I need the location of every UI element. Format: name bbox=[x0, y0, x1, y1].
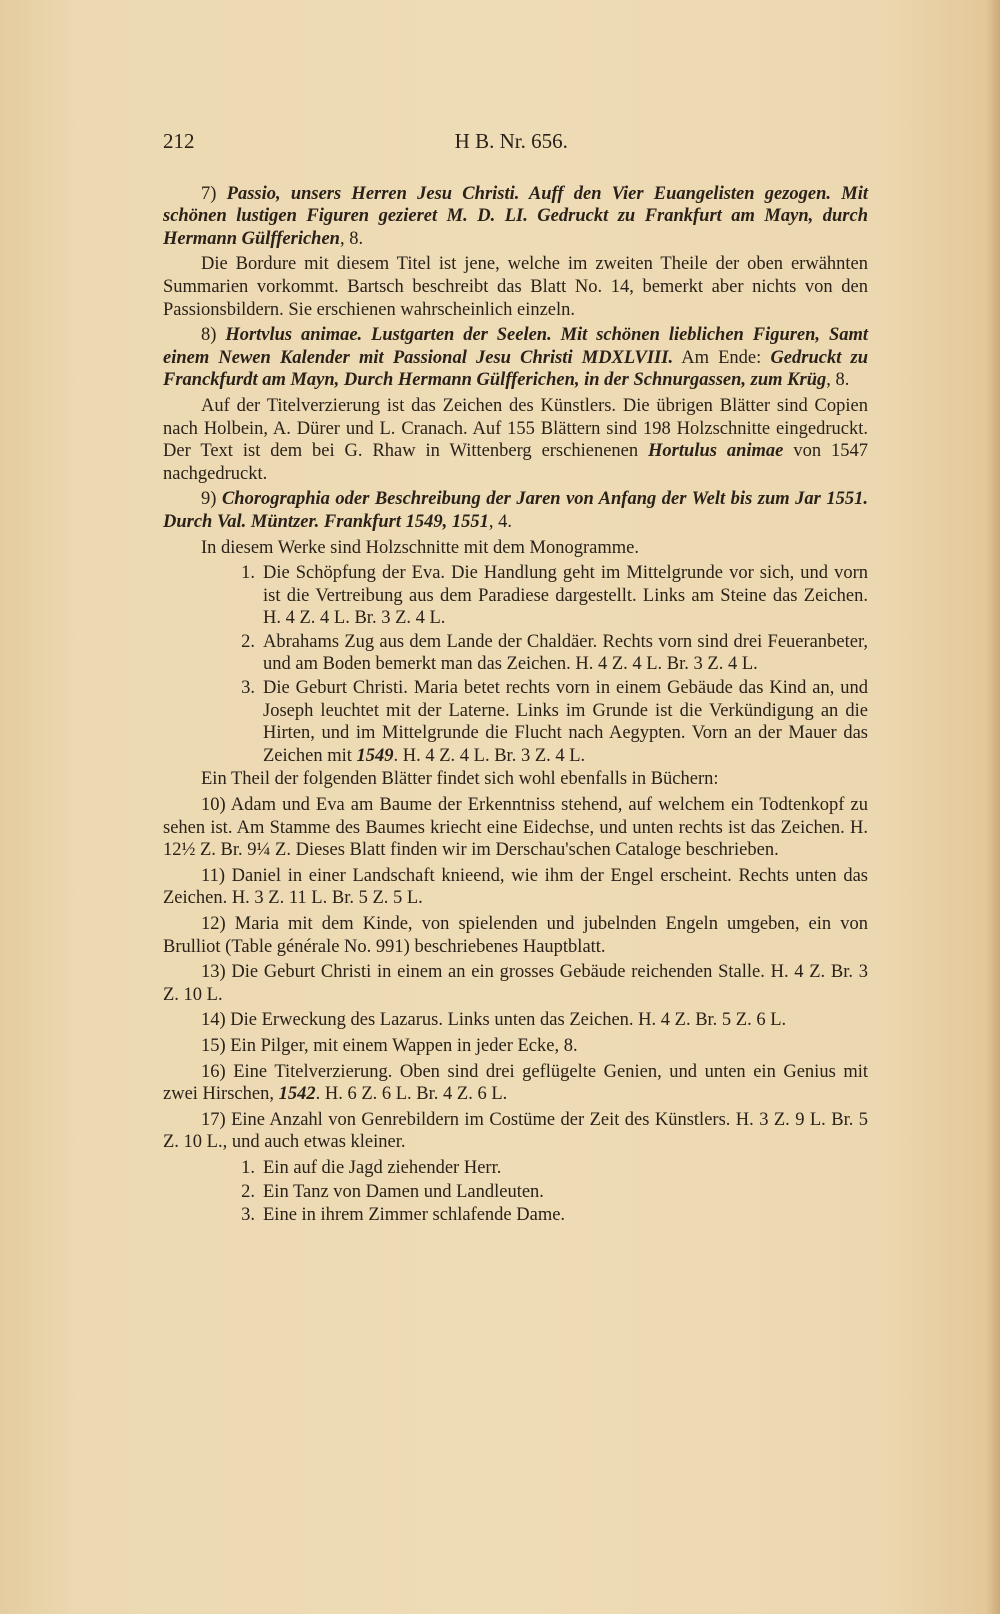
entry-15: 15) Ein Pilger, mit einem Wappen in jeder Ecke, 8. bbox=[201, 1035, 578, 1056]
page-edge-shadow bbox=[986, 0, 1000, 1614]
entry-text: 16) Eine Titelverzierung. Oben sind drei geflügelte Genien, und unten ein Genius mit zwei Hirschen, bbox=[163, 1061, 868, 1105]
list-number: 1. bbox=[241, 1157, 255, 1178]
list-item bbox=[163, 1181, 868, 1204]
list-item bbox=[163, 631, 868, 676]
entry-colophon: Gedruckt zu Franckfurdt am Mayn, Durch Hermann Gülfferichen, in der Schnurgassen, zum Krüg bbox=[163, 347, 868, 391]
note-text: Auf der Titelverzierung ist das Zeichen des Künstlers. Die übrigen Blätter sind Copien nach Holbein, A. Dürer und L. Cranach. Auf 155 Blättern sind 198 Holzschnitte eingedruckt. Der Text ist dem bei G. Rhaw in Wittenberg erschienenen bbox=[163, 395, 868, 462]
running-title: H B. Nr. 656. bbox=[454, 129, 568, 153]
entry-17: 17) Eine Anzahl von Genrebildern im Costüme der Zeit des Künstlers. H. 3 Z. 9 L. Br. 5 Z. 10 L., und auch etwas kleiner. bbox=[163, 1109, 868, 1153]
entry-8 bbox=[163, 324, 868, 392]
paragraph: Ein Theil der folgenden Blätter findet sich wohl ebenfalls in Büchern: bbox=[201, 769, 719, 790]
list-number: 1. bbox=[241, 563, 255, 584]
note-title: Hortulus animae bbox=[648, 441, 784, 462]
list-text: Die Geburt Christi. Maria betet rechts vorn in einem Gebäude das Kind an, und Joseph leuchtet mit der Laterne. Links im Grunde ist die Verkündigung an die Hirten, und im Mittelgrunde die Flucht nach Aegypten. Vorn an der Mauer das Zeichen mit bbox=[263, 678, 868, 766]
list-text: Ein auf die Jagd ziehender Herr. bbox=[263, 1157, 502, 1178]
entry-number: 7) bbox=[201, 183, 217, 204]
list-item bbox=[163, 677, 868, 767]
list-text: Ein Tanz von Damen und Landleuten. bbox=[263, 1181, 544, 1202]
entry-text: . H. 6 Z. 6 L. Br. 4 Z. 6 L. bbox=[315, 1084, 508, 1105]
entry-number: 9) bbox=[201, 489, 217, 510]
list-text: . H. 4 Z. 4 L. Br. 3 Z. 4 L. bbox=[393, 745, 586, 766]
woodcut-list bbox=[163, 562, 868, 767]
genre-list bbox=[163, 1157, 868, 1227]
entry-title: Chorographia oder Beschreibung der Jaren von Anfang der Welt bis zum Jar 1551. Durch Val. Müntzer. Frankfurt 1549, 1551 bbox=[163, 489, 868, 532]
entry-title: Passio, unsers Herren Jesu Christi. Auff den Vier Euangelisten gezogen. Mit schönen lustigen Figuren gezieret M. D. LI. Gedruckt zu Frankfurt am Mayn, durch Hermann Gülfferichen bbox=[163, 183, 868, 249]
entry-16 bbox=[163, 1061, 868, 1106]
entry-number: 8) bbox=[201, 325, 217, 346]
list-number: 2. bbox=[241, 1181, 255, 1202]
entry-10: 10) Adam und Eva am Baume der Erkenntniss stehend, auf welchem ein Todtenkopf zu sehen ist. Am Stamme des Baumes kriecht eine Eidechse, und unten rechts ist das Zeichen. H. 12½ Z. Br. 9¼ Z. Dieses Blatt finden wir im Derschau'schen Cataloge beschrieben. bbox=[163, 795, 868, 861]
entry-13: 13) Die Geburt Christi in einem an ein grosses Gebäude reichenden Stalle. H. 4 Z. Br. 3 Z. 10 L. bbox=[163, 962, 868, 1005]
list-date: 1549 bbox=[356, 745, 394, 766]
list-text: Abrahams Zug aus dem Lande der Chaldäer. Rechts vorn sind drei Feueranbeter, und am Boden bemerkt man das Zeichen. H. 4 Z. 4 L. Br. 3 Z. 4 L. bbox=[263, 631, 868, 675]
entry-title: Hortvlus animae. Lustgarten der Seelen. Mit schönen lieblichen Figuren, Samt einem Newen Kalender mit Passional Jesu Christi MDXLVIII. bbox=[163, 325, 869, 368]
entry-date: 1542 bbox=[278, 1084, 316, 1105]
page-header bbox=[163, 130, 868, 153]
page-number: 212 bbox=[163, 129, 195, 153]
entry-11: 11) Daniel in einer Landschaft knieend, wie ihm der Engel erscheint. Rechts unten das Zeichen. H. 3 Z. 11 L. Br. 5 Z. 5 L. bbox=[163, 865, 868, 909]
list-item bbox=[163, 1204, 868, 1227]
entry-14: 14) Die Erweckung des Lazarus. Links unten das Zeichen. H. 4 Z. Br. 5 Z. 6 L. bbox=[201, 1010, 787, 1031]
entry-connector: Am Ende: bbox=[673, 347, 771, 368]
list-item bbox=[163, 1157, 868, 1180]
list-item bbox=[163, 562, 868, 630]
entry-7-note: Die Bordure mit diesem Titel ist jene, welche im zweiten Theile der oben erwähnten Summarien vorkommt. Bartsch beschreibt das Blatt No. 14, bemerkt aber nichts von den Passionsbildern. Sie erschienen wahrscheinlich einzeln. bbox=[163, 254, 868, 320]
text-block bbox=[163, 130, 868, 1228]
entry-9 bbox=[163, 488, 868, 533]
entry-format: , 8. bbox=[339, 228, 364, 249]
entry-7 bbox=[163, 183, 868, 251]
entry-format: , 4. bbox=[488, 511, 513, 532]
entry-format: , 8. bbox=[826, 370, 850, 391]
entry-12: 12) Maria mit dem Kinde, von spielenden und jubelnden Engeln umgeben, ein von Brulliot (Table générale No. 991) beschriebenes Hauptblatt. bbox=[163, 914, 868, 957]
list-text: Eine in ihrem Zimmer schlafende Dame. bbox=[263, 1205, 566, 1226]
list-number: 3. bbox=[241, 1205, 255, 1226]
list-text: Die Schöpfung der Eva. Die Handlung geht im Mittelgrunde vor sich, und vorn ist die Vertreibung aus dem Paradiese dargestellt. Links am Steine das Zeichen. H. 4 Z. 4 L. Br. 3 Z. 4 L. bbox=[263, 563, 868, 629]
note-text: von 1547 nachgedruckt. bbox=[163, 441, 868, 484]
list-number: 3. bbox=[241, 678, 255, 699]
entry-9-note: In diesem Werke sind Holzschnitte mit dem Monogramme. bbox=[201, 537, 639, 558]
entry-8-note bbox=[163, 395, 868, 485]
list-number: 2. bbox=[241, 631, 255, 652]
